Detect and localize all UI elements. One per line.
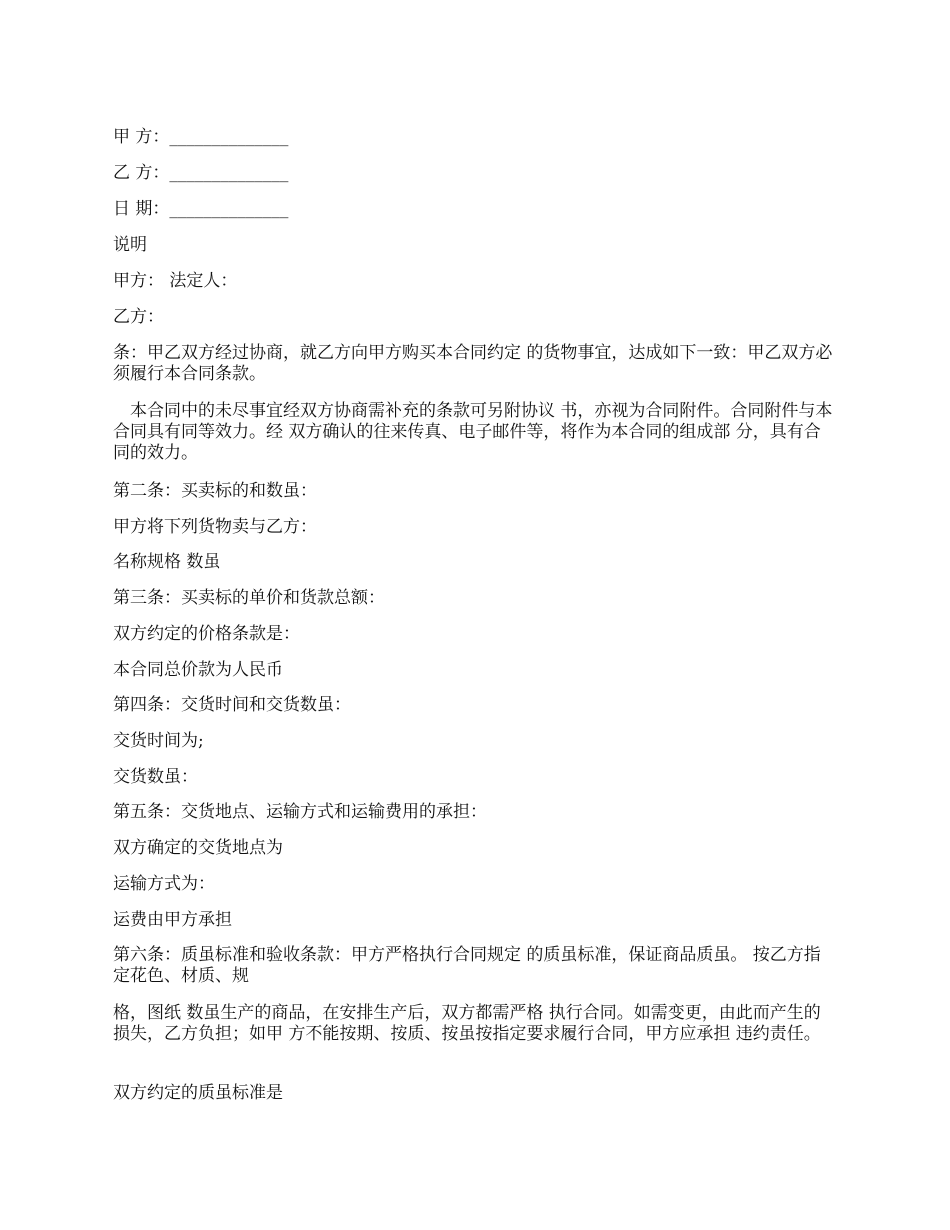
article-3-heading: 第三条：买卖标的单价和货款总额：	[113, 588, 385, 608]
paragraph-delivery-quantity: 交货数虽：	[113, 767, 198, 787]
paragraph-supplement: 本合同中的未尽事宜经双方协商需补充的条款可另附协议 书，亦视为合同附件。合同附件与本合同具有同等效力。经 双方确认的往来传真、电子邮件等，将作为本合同的组成部 分，具有合同的效力。	[113, 401, 833, 463]
article-5-heading: 第五条：交货地点、运输方式和运输费用的承担：	[113, 802, 487, 822]
party-b-line: 乙 方：______________	[113, 163, 289, 183]
paragraph-freight: 运费由甲方承担	[113, 910, 232, 930]
paragraph-delivery-time: 交货时间为;	[113, 731, 204, 751]
paragraph-article-1: 条：甲乙双方经过协商，就乙方向甲方购买本合同约定 的货物事宜，达成如下一致：甲乙双方必须履行本合同条款。	[113, 343, 833, 384]
paragraph-explanation: 说明	[113, 235, 147, 255]
paragraph-goods-sold: 甲方将下列货物卖与乙方：	[113, 517, 317, 537]
paragraph-party-b: 乙方：	[113, 307, 164, 327]
date-line: 日 期：______________	[113, 199, 289, 219]
paragraph-delivery-place: 双方确定的交货地点为	[113, 838, 283, 858]
paragraph-total-price: 本合同总价款为人民币	[113, 660, 283, 680]
paragraph-production-terms: 格，图纸 数虽生产的商品，在安排生产后，双方都需严格 执行合同。如需变更，由此而产生的损失，乙方负担；如甲 方不能按期、按质、按虽按指定要求履行合同，甲方应承担 违约责任。	[113, 1003, 821, 1044]
party-a-line: 甲 方：______________	[113, 127, 289, 147]
paragraph-party-a-legal: 甲方： 法定人：	[113, 271, 238, 291]
article-4-heading: 第四条：交货时间和交货数虽：	[113, 695, 351, 715]
paragraph-quality-standard: 双方约定的质虽标准是	[113, 1083, 283, 1103]
article-2-heading: 第二条：买卖标的和数虽：	[113, 481, 317, 501]
article-6-heading: 第六条：质虽标准和验收条款：甲方严格执行合同规定 的质虽标准，保证商品质虽。 按乙方指定花色、材质、规	[113, 945, 821, 986]
paragraph-price-terms: 双方约定的价格条款是：	[113, 624, 300, 644]
paragraph-transport-method: 运输方式为：	[113, 874, 215, 894]
paragraph-name-spec-qty: 名称规格 数虽	[113, 552, 221, 572]
